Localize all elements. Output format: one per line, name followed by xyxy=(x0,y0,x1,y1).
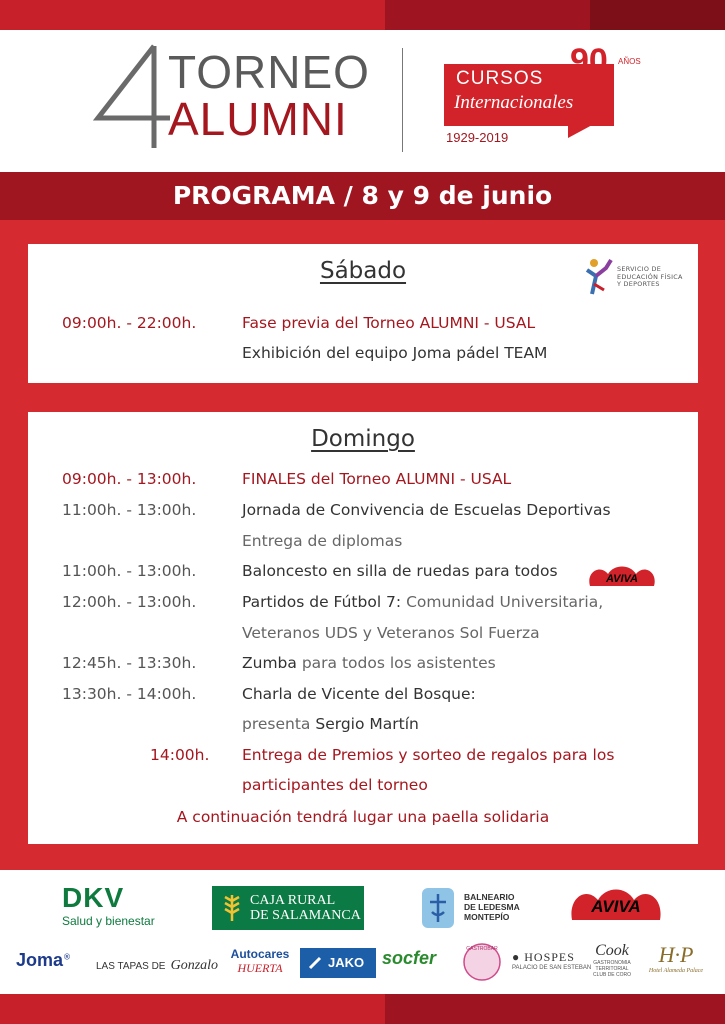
aviva-sponsor-text: AVIVA xyxy=(591,897,641,916)
hospes-subtitle: PALACIO DE SAN ESTEBAN xyxy=(512,965,592,971)
tapas-name: Gonzalo xyxy=(170,958,219,973)
schedule-time: 11:00h. - 13:00h. xyxy=(62,562,197,580)
tapas-gonzalo-logo xyxy=(96,954,218,974)
schedule-time: 13:30h. - 14:00h. xyxy=(62,685,197,703)
anniversary-number: 90 xyxy=(570,42,608,80)
schedule-activity: Fase previa del Torneo ALUMNI - USAL xyxy=(242,314,536,332)
cursos-internacionales-logo xyxy=(444,42,664,148)
schedule-activity: Jornada de Convivencia de Escuelas Deportivas xyxy=(242,501,611,519)
aviva-sponsor-logo xyxy=(568,884,664,924)
top-color-strip xyxy=(0,0,725,30)
hospes-logo xyxy=(512,950,591,971)
schedule-time: 12:00h. - 13:00h. xyxy=(62,593,197,611)
joma-registered-mark: ® xyxy=(63,952,72,962)
cursos-years: 1929-2019 xyxy=(446,130,509,145)
jako-name: JAKO xyxy=(328,955,365,970)
schedule-activity: Veteranos UDS y Veteranos Sol Fuerza xyxy=(242,624,540,642)
socfer-logo xyxy=(382,948,436,969)
joma-name: Joma xyxy=(16,950,64,970)
dkv-name: DKV xyxy=(62,882,125,913)
dkv-tagline: Salud y bienestar xyxy=(62,914,155,928)
program-title: PROGRAMA / 8 y 9 de junio xyxy=(172,181,553,210)
cook-subtitle: GASTRONOMIA TERRITORIAL CLUB DE CORO xyxy=(592,960,632,978)
schedule-activity: Zumba para todos los asistentes xyxy=(242,654,496,672)
jako-mark-icon xyxy=(308,956,322,970)
cursos-label: CURSOS xyxy=(456,68,544,89)
schedule-activity: Entrega de Premios y sorteo de regalos para los xyxy=(242,746,615,764)
caja-rural-text: CAJA RURAL DE SALAMANCA xyxy=(250,893,361,923)
schedule-time: 09:00h. - 13:00h. xyxy=(62,470,197,488)
saturday-panel xyxy=(28,244,698,383)
schedule-activity: Partidos de Fútbol 7: Comunidad Universitaria, xyxy=(242,593,604,611)
hospes-name: ● HOSPES xyxy=(512,950,575,964)
balneario-logo xyxy=(420,886,540,930)
bottom-color-strip xyxy=(0,994,725,1024)
huerta-label: HUERTA xyxy=(237,961,283,975)
gastrobar-logo xyxy=(462,942,502,982)
tapas-prefix: LAS TAPAS DE xyxy=(96,961,166,972)
jako-logo xyxy=(300,948,376,978)
torneo-number-four xyxy=(92,42,172,150)
aviva-logo xyxy=(586,562,658,590)
alumni-title: ALUMNI xyxy=(168,93,348,145)
sunday-panel xyxy=(28,412,698,844)
schedule-activity: participantes del torneo xyxy=(242,776,428,794)
header xyxy=(0,30,725,172)
aviva-logo-text: AVIVA xyxy=(606,573,638,585)
schedule-activity: Entrega de diplomas xyxy=(242,532,403,550)
sef-logo xyxy=(584,256,694,296)
hotel-alameda-palace-logo xyxy=(640,942,712,974)
cursos-bubble-tail xyxy=(568,124,594,138)
top-strip-segment xyxy=(0,0,385,30)
cook-logo xyxy=(592,942,632,978)
joma-logo xyxy=(16,950,71,971)
caja-rural-logo xyxy=(212,886,364,930)
schedule-activity: Exhibición del equipo Joma pádel TEAM xyxy=(242,344,548,362)
sef-text: SERVICIO DE EDUCACIÓN FÍSICA Y DEPORTES xyxy=(617,265,683,288)
socfer-name: socfer xyxy=(382,948,437,968)
dkv-logo xyxy=(62,882,155,928)
bottom-strip-segment xyxy=(385,994,725,1024)
wheat-icon xyxy=(220,893,244,923)
schedule-activity: presenta Sergio Martín xyxy=(242,715,419,733)
autocares-label: Autocares xyxy=(230,947,290,961)
closing-note: A continuación tendrá lugar una paella solidaria xyxy=(176,808,550,826)
bottom-strip-segment xyxy=(0,994,385,1024)
schedule-activity: Charla de Vicente del Bosque: xyxy=(242,685,476,703)
autocares-huerta-logo xyxy=(228,948,292,976)
schedule-time: 14:00h. xyxy=(150,746,210,764)
sef-figure-icon xyxy=(584,256,614,296)
schedule-time: 09:00h. - 22:00h. xyxy=(62,314,197,332)
gastrobar-label: GASTROBAR xyxy=(466,946,498,952)
balneario-text: BALNEARIO DE LEDESMA MONTEPÍO xyxy=(464,892,520,922)
schedule-time: 12:45h. - 13:30h. xyxy=(62,654,197,672)
balneario-icon xyxy=(420,886,456,930)
hp-subtitle: Hotel Alameda Palace xyxy=(648,968,704,974)
internacionales-label: Internacionales xyxy=(454,92,574,113)
top-strip-segment xyxy=(590,0,725,30)
sunday-title: Domingo xyxy=(311,426,415,452)
header-divider xyxy=(402,48,403,152)
schedule-activity: Baloncesto en silla de ruedas para todos xyxy=(242,562,558,580)
schedule-activity: FINALES del Torneo ALUMNI - USAL xyxy=(242,470,512,488)
saturday-title: Sábado xyxy=(319,258,407,284)
torneo-title: TORNEO xyxy=(168,46,370,98)
cook-name: Cook xyxy=(595,942,629,959)
hp-monogram: H·P xyxy=(658,942,694,967)
schedule-time: 11:00h. - 13:00h. xyxy=(62,501,197,519)
sponsors-strip xyxy=(0,870,725,994)
anos-label: AÑOS xyxy=(618,57,641,66)
top-strip-segment xyxy=(385,0,590,30)
